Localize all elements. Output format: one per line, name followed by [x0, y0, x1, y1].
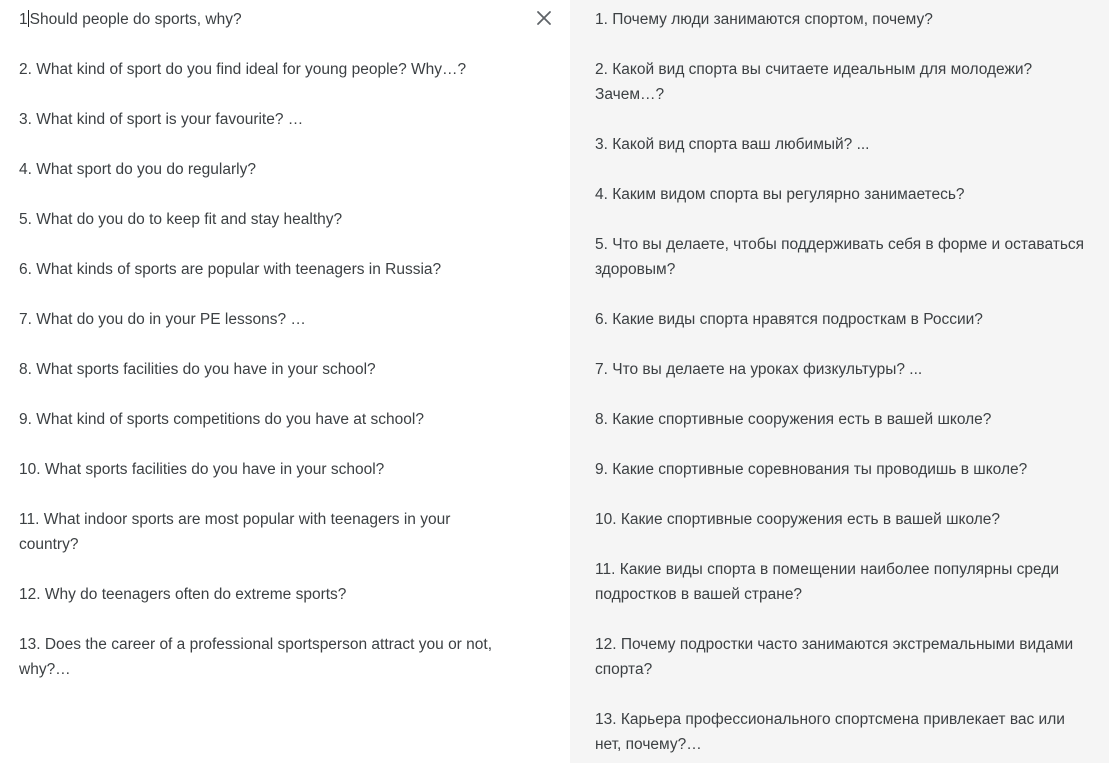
translation-line-1: 1. Почему люди занимаются спортом, почему? — [595, 11, 933, 28]
clear-source-button[interactable] — [534, 8, 554, 28]
translation-line-9: 9. Какие спортивные соревнования ты проводишь в школе? — [595, 461, 1028, 478]
source-line-8[interactable]: 8. What sports facilities do you have in your school? — [19, 361, 376, 378]
translation-output-area — [570, 0, 1109, 763]
source-line-13[interactable]: 13. Does the career of a professional sportsperson attract you or not, why?… — [19, 636, 493, 678]
source-line-7[interactable]: 7. What do you do in your PE lessons? … — [19, 311, 306, 328]
translation-line-13: 13. Карьера профессионального спортсмена привлекает вас или нет, почему?… — [595, 711, 1065, 753]
source-line-4[interactable]: 4. What sport do you do regularly? — [19, 161, 256, 178]
translation-line-3: 3. Какой вид спорта ваш любимый? ... — [595, 136, 870, 153]
source-line-1[interactable] — [19, 7, 510, 32]
translation-line-4: 4. Каким видом спорта вы регулярно занимаетесь? — [595, 186, 965, 203]
translation-line-8: 8. Какие спортивные сооружения есть в вашей школе? — [595, 411, 992, 428]
translation-line-7: 7. Что вы делаете на уроках физкультуры? ... — [595, 361, 923, 378]
translation-line-12: 12. Почему подростки часто занимаются экстремальными видами спорта? — [595, 636, 1074, 678]
source-line-5[interactable]: 5. What do you do to keep fit and stay healthy? — [19, 211, 343, 228]
translation-line-10: 10. Какие спортивные сооружения есть в вашей школе? — [595, 511, 1001, 528]
translation-line-2: 2. Какой вид спорта вы считаете идеальным для молодежи? Зачем…? — [595, 61, 1033, 103]
translation-line-5: 5. Что вы делаете, чтобы поддерживать себя в форме и оставаться здоровым? — [595, 236, 1085, 278]
source-line-6[interactable]: 6. What kinds of sports are popular with teenagers in Russia? — [19, 261, 442, 278]
translation-line-6: 6. Какие виды спорта нравятся подросткам в России? — [595, 311, 983, 328]
source-line-12[interactable]: 12. Why do teenagers often do extreme sports? — [19, 586, 347, 603]
text-cursor — [28, 10, 29, 27]
source-line-2[interactable]: 2. What kind of sport do you find ideal for young people? Why…? — [19, 61, 467, 78]
source-line-10[interactable]: 10. What sports facilities do you have in your school? — [19, 461, 385, 478]
source-line-1-text: Should people do sports, why? — [29, 11, 242, 28]
source-line-9[interactable]: 9. What kind of sports competitions do you have at school? — [19, 411, 424, 428]
source-line-11[interactable]: 11. What indoor sports are most popular with teenagers in your country? — [19, 511, 451, 553]
source-line-3[interactable]: 3. What kind of sport is your favourite? … — [19, 111, 304, 128]
source-line-1-number: 1 — [19, 11, 28, 28]
close-icon — [534, 8, 554, 28]
translation-line-11: 11. Какие виды спорта в помещении наиболее популярны среди подростков в вашей стране? — [595, 561, 1060, 603]
